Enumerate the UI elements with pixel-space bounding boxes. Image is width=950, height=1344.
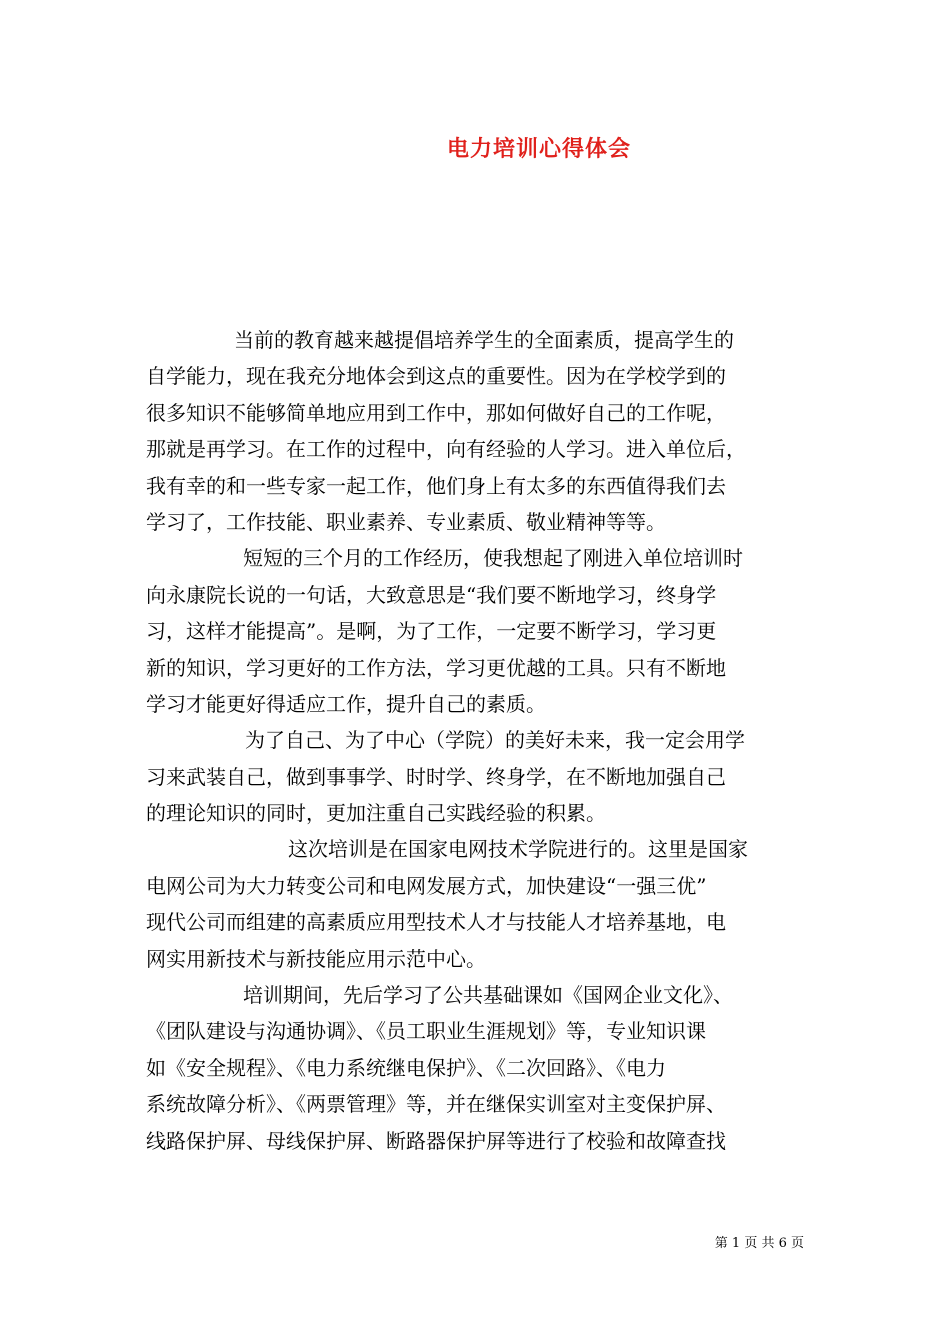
paragraph-2 bbox=[146, 540, 826, 722]
paragraph-line: 这次培训是在国家电网技术学院进行的。这里是国家 bbox=[288, 837, 748, 862]
paragraph-line: 很多知识不能够简单地应用到工作中，那如何做好自己的工作呢， bbox=[146, 400, 726, 425]
paragraph-4 bbox=[146, 831, 826, 977]
paragraph-5 bbox=[146, 977, 826, 1159]
paragraph-line: 自学能力，现在我充分地体会到这点的重要性。因为在学校学到的 bbox=[146, 364, 726, 389]
paragraph-line: 习，这样才能提高”。是啊，为了工作，一定要不断学习，学习更 bbox=[146, 619, 717, 644]
paragraph-line: 短短的三个月的工作经历，使我想起了刚进入单位培训时 bbox=[243, 546, 743, 571]
document-body bbox=[146, 322, 826, 1159]
paragraph-line: 系统故障分析》、《两票管理》等，并在继保实训室对主变保护屏、 bbox=[146, 1092, 726, 1117]
paragraph-line: 网实用新技术与新技能应用示范中心。 bbox=[146, 946, 486, 971]
paragraph-line: 我有幸的和一些专家一起工作，他们身上有太多的东西值得我们去 bbox=[146, 473, 726, 498]
paragraph-line: 《团队建设与沟通协调》、《员工职业生涯规划》等，专业知识课 bbox=[146, 1019, 706, 1044]
paragraph-1 bbox=[146, 322, 826, 540]
paragraph-line: 电网公司为大力转变公司和电网发展方式，加快建设“一强三优” bbox=[146, 873, 707, 898]
document-title: 电力培训心得体会 bbox=[446, 136, 631, 162]
paragraph-line: 的理论知识的同时，更加注重自己实践经验的积累。 bbox=[146, 801, 606, 826]
paragraph-line: 习来武装自己，做到事事学、时时学、终身学，在不断地加强自己 bbox=[146, 764, 726, 789]
paragraph-line: 培训期间，先后学习了公共基础课如《国网企业文化》、 bbox=[243, 983, 733, 1008]
paragraph-line: 如《安全规程》、《电力系统继电保护》、《二次回路》、《电力 bbox=[146, 1055, 666, 1080]
paragraph-line: 那就是再学习。在工作的过程中，向有经验的人学习。进入单位后， bbox=[146, 437, 746, 462]
paragraph-line: 学习才能更好得适应工作，提升自己的素质。 bbox=[146, 691, 546, 716]
paragraph-3 bbox=[146, 722, 826, 831]
paragraph-line: 新的知识，学习更好的工作方法，学习更优越的工具。只有不断地 bbox=[146, 655, 726, 680]
paragraph-line: 学习了，工作技能、职业素养、专业素质、敬业精神等等。 bbox=[146, 509, 666, 534]
paragraph-line: 向永康院长说的一句话，大致意思是“我们要不断地学习，终身学 bbox=[146, 582, 717, 607]
paragraph-line: 线路保护屏、母线保护屏、断路器保护屏等进行了校验和故障查找 bbox=[146, 1128, 726, 1153]
paragraph-line: 现代公司而组建的高素质应用型技术人才与技能人才培养基地，电 bbox=[146, 910, 726, 935]
paragraph-line: 为了自己、为了中心（学院）的美好未来，我一定会用学 bbox=[245, 728, 745, 753]
page-number-footer: 第 1 页 共 6 页 bbox=[714, 1236, 804, 1251]
paragraph-line: 当前的教育越来越提倡培养学生的全面素质，提高学生的 bbox=[234, 328, 734, 352]
